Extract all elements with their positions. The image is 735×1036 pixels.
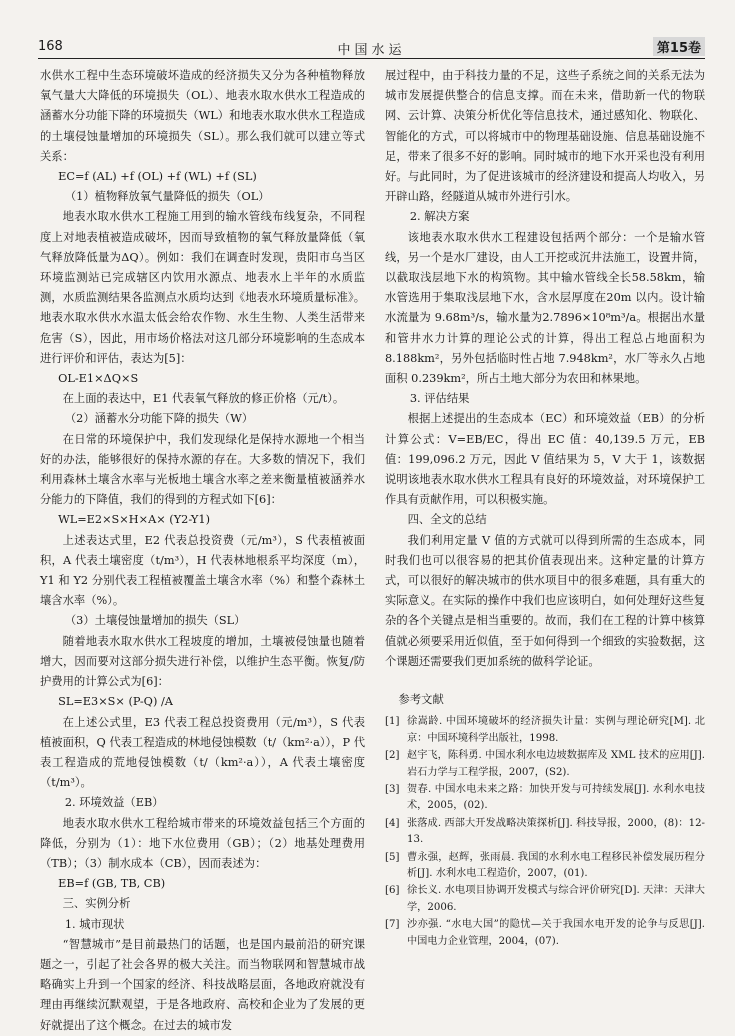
page-number: 168 [38,39,63,54]
journal-title: 中国水运 [337,43,406,58]
reference-number: [5] [385,851,400,863]
paragraph: 展过程中，由于科技力量的不足，这些子系统之间的关系无法为城市发展提供整合的信息支撑。而在未来，借助新一代的物联网、云计算、决策分析优化等信息技术，通过感知化、物联化、智能化的方式，可以将城市中的物理基础设施、信息基础设施不足，带来了很多不好的影响。同时城市的地下水开采也没有利用好。与此同时，为了促进该城市的经济建设和提高人均收入，另开辟山路，经隧道从城市外进行引水。 [385,69,705,204]
references-list [385,714,705,950]
reference-number: [1] [385,716,400,728]
paragraph: 上述表达式里，E2 代表总投资费（元/m³），S 代表植被面积，A 代表土壤密度（t/m³），H 代表林地根系平均深度（m），Y1 和 Y2 分别代表工程植被覆盖土壤含水率（%）和整个森林土壤含水率（%）。 [40,533,365,608]
reference-text: 贺春. 中国水电未来之路：加快开发与可持续发展[J]. 水利水电技术，2005，(02). [407,783,705,812]
volume-label: 第15卷 [653,37,705,56]
subheading: 1. 城市现状 [64,917,125,931]
reference-text: 沙亦强. “水电大国”的隐忧—关于我国水电开发的论争与反思[J]. 中国电力企业管理，2004，(07). [407,919,705,947]
left-column [40,66,365,1036]
paragraph: 在上面的表达中，E1 代表氧气释放的修正价格（元/t）。 [62,392,345,406]
paragraph: 我们利用定量 V 值的方式就可以得到所需的生态成本，同时我们也可以很容易的把其价值表现出来。这种定量的计算方式，可以很好的解决城市的供水项目中的很多难题，具有重大的实际意义。在实际的操作中我们也应该明白，如何处理好这些复杂的各个关键点是相当重要的。故而，我们在工程的计算中核算值就必须要采用近似值，至于如何得到一个细致的实验数据，这个课题还需要我们更加系统的做科学论证。 [385,533,705,668]
formula: EB=f (GB, TB, CB) [58,877,166,891]
paragraph: 根据上述提出的生态成本（EC）和环境效益（EB）的分析计算公式：V=EB/EC，得出 EC 值：40,139.5 万元，EB 值：199,096.2 万元，因此 V 值结果为 5，V 大于 1，该数据说明该地表水取水供水工程具有良好的环境效益，对环境保护工作具有贡献作用，可以积极实施。 [385,412,705,507]
formula: WL=E2×S×H×A× (Y2-Y1) [58,513,210,527]
subheading: （2）涵蓄水分功能下降的损失（W） [64,412,254,426]
reference-number: [2] [385,750,400,762]
section-heading: 三、实例分析 [62,897,131,911]
references-title: 参考文献 [398,693,444,707]
subheading: 2. 环境效益（EB） [64,796,164,810]
subheading: （1）植物释放氧气量降低的损失（OL） [64,190,270,204]
reference-item [385,883,705,916]
reference-text: 张落成. 西部大开发战略决策探析[J]. 科技导报，2000，(8)：12-13. [407,817,705,846]
reference-item [385,816,705,849]
formula: EC=f (AL) +f (OL) +f (WL) +f (SL) [58,170,257,184]
reference-text: 赵宇飞，陈科勇. 中国水利水电边坡数据库及 XML 技术的应用[J]. 岩石力学与工程学报，2007，(S2). [407,750,705,778]
reference-text: 徐嵩龄. 中国环境破坏的经济损失计量：实例与理论研究[M]. 北京：中国环境科学出版社，1998. [407,716,705,744]
paragraph: “智慧城市”是目前最热门的话题，也是国内最前沿的研究课题之一，引起了社会各界的极大关注。而当物联网和智慧城市战略确实上升到一个国家的经济、科技战略层面，各地政府就没有理由再继续沉默观望，于是各地政府、高校和企业为了发展的更好就提出了这个概念。在过去的城市发 [40,937,365,1032]
reference-number: [7] [385,919,400,931]
running-header [38,38,705,59]
paragraph: 地表水取水供水工程给城市带来的环境效益包括三个方面的降低，分别为（1）：地下水位费用（GB）；（2）地基处理费用（TB）；（3）制水成本（CB），因而表述为： [40,816,365,870]
right-column-body [385,66,705,672]
paragraph: 该地表水取水供水工程建设包括两个部分：一个是输水管线，另一个是水厂建设，由人工开挖或沉井法施工，设置井筒，以截取浅层地下水的构筑物。其中输水管线全长58.58km，输水管选用于集取浅层地下水，含水层厚度在20m 以内。设计输水流量为 9.68m³/s，输水量为2.7896×10⁸m³/a。根据出水量和管井水力计算的理论公式的计算，得出工程总占地面积为 8.188km²，另外包括临时性占地 7.948km²，水厂等永久占地面积 0.239km²，所占土地大部分为农田和林果地。 [385,230,705,386]
reference-number: [6] [385,885,400,897]
right-column [385,66,705,951]
paragraph: 在上述公式里，E3 代表工程总投资费用（元/m³），S 代表植被面积，Q 代表工程造成的林地侵蚀模数（t/（km²·a）），P 代表工程造成的荒地侵蚀模数（t/（km²·a）），A 代表土壤密度（t/m³）。 [40,715,365,790]
subheading: 3. 评估结果 [409,392,470,406]
paragraph: 水供水工程中生态环境破坏造成的经济损失又分为各种植物释放氧气量大大降低的环境损失（OL）、地表水取水供水工程造成的涵蓄水分功能下降的环境损失（WL）和地表水取水供水工程造成的土壤侵蚀量增加的环境损失（SL）。那么我们就可以建立等式关系： [40,69,365,163]
reference-item [385,714,705,747]
reference-item [385,917,705,950]
subheading: （3）土壤侵蚀量增加的损失（SL） [64,614,246,628]
reference-item [385,782,705,815]
paragraph: 随着地表水取水供水工程坡度的增加，土壤被侵蚀量也随着增大，因而要对这部分损失进行补偿，以维护生态平衡。恢复/防护费用的计算公式为[6]： [40,634,365,689]
reference-item [385,748,705,781]
reference-number: [3] [385,783,400,795]
formula: OL-E1×ΔQ×S [58,372,139,386]
reference-number: [4] [385,817,400,829]
formula: SL=E3×S× (P-Q) /A [58,695,173,709]
paragraph: 在日常的环境保护中，我们发现绿化是保持水源地一个相当好的办法，能够很好的保持水源的存在。大多数的情况下，我们利用森林土壤含水率与光板地土壤含水率之差来衡量植被涵养水分能力的下降值，我们的得到的方程式如下[6]： [40,432,365,507]
subheading: 2. 解决方案 [409,210,470,224]
section-heading: 四、全文的总结 [407,513,487,527]
paragraph: 地表水取水供水工程施工用到的输水管线布线复杂，不同程度上对地表植被造成破坏，因而导致植物的氧气释放量降低（氧气释放降低量为ΔQ）。例如：我们在调查时发现，贵阳市乌当区环境监测站已完成辖区内饮用水源点、地表水上半年的水质监测，水质监测结果各监测点水质均达到《地表水环境质量标准》。地表水取水供水水温太低会给农作物、水生生物、人类生活带来危害（S），因此，用市场价格法对这几部分环境影响的生态成本进行评价和评估，表达为[5]： [40,210,365,365]
reference-text: 曹永强，赵辉，张雨晨. 我国的水利水电工程移民补偿发展历程分析[J]. 水利水电工程造价，2007，(01). [407,851,705,879]
reference-item [385,850,705,883]
reference-text: 徐长义. 水电项目协调开发模式与综合评价研究[D]. 天津：天津大学，2006. [407,885,705,913]
